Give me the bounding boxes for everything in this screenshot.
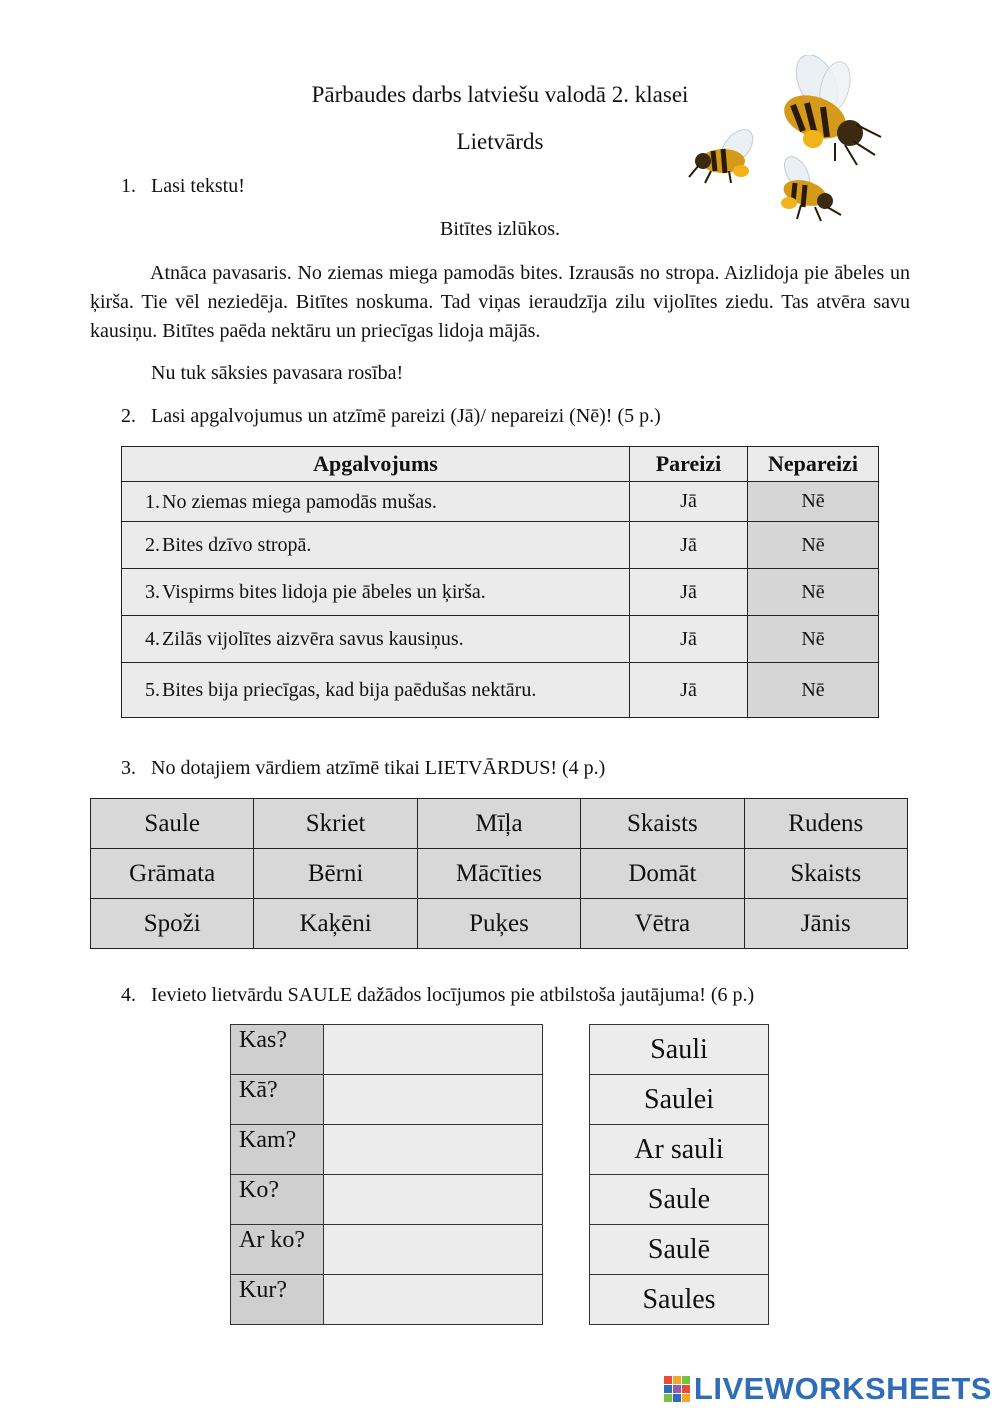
word-cell[interactable]: Skaists	[581, 799, 744, 849]
word-cell[interactable]: Bērni	[254, 849, 417, 899]
answer-drop-slot[interactable]	[324, 1125, 543, 1175]
statements-header-row	[122, 447, 879, 482]
case-question: Ar ko?	[231, 1225, 324, 1275]
header-statement: Apgalvojums	[122, 447, 630, 482]
case-row	[231, 1075, 543, 1125]
word-grid-row	[91, 899, 908, 949]
answer-yes[interactable]: Jā	[630, 522, 748, 569]
answer-no[interactable]: Nē	[748, 569, 879, 616]
case-row	[231, 1175, 543, 1225]
word-cell[interactable]: Skaists	[744, 849, 907, 899]
word-grid-row	[91, 799, 908, 849]
task4-number: 4.	[121, 984, 136, 1006]
statement-label: Bites dzīvo stropā.	[162, 534, 312, 556]
case-row	[231, 1125, 543, 1175]
case-question: Kam?	[231, 1125, 324, 1175]
task3-heading	[121, 757, 605, 780]
answer-drop-slot[interactable]	[324, 1225, 543, 1275]
task3-instruction: No dotajiem vārdiem atzīmē tikai LIETVĀRDUS! (4 p.)	[151, 757, 606, 779]
word-cell[interactable]: Domāt	[581, 849, 744, 899]
option-row	[590, 1275, 769, 1325]
statement-number: 1.	[145, 490, 160, 513]
statement-row	[122, 522, 879, 569]
draggable-option[interactable]: Saule	[590, 1175, 769, 1225]
statement-number: 3.	[145, 581, 160, 603]
liveworksheets-logo-icon	[664, 1376, 690, 1402]
page-subtitle: Lietvārds	[456, 129, 544, 154]
story-title: Bitītes izlūkos.	[440, 218, 560, 240]
answer-drop-slot[interactable]	[324, 1075, 543, 1125]
case-questions-table	[230, 1024, 543, 1325]
word-cell[interactable]: Mīļa	[417, 799, 580, 849]
brand-name: LIVEWORKSHEETS	[693, 1371, 992, 1406]
case-question: Kur?	[231, 1275, 324, 1325]
option-row	[590, 1075, 769, 1125]
answer-no[interactable]: Nē	[748, 616, 879, 663]
answer-no[interactable]: Nē	[748, 663, 879, 718]
word-cell[interactable]: Rudens	[744, 799, 907, 849]
draggable-option[interactable]: Saulē	[590, 1225, 769, 1275]
task2-number: 2.	[121, 405, 136, 427]
page-title: Pārbaudes darbs latviešu valodā 2. klasei	[311, 82, 689, 107]
answer-yes[interactable]: Jā	[630, 482, 748, 522]
statement-label: Zilās vijolītes aizvēra savus kausiņus.	[162, 628, 464, 650]
statement-label: Bites bija priecīgas, kad bija paēdušas nektāru.	[162, 679, 537, 701]
statement-number: 5.	[145, 679, 160, 701]
case-row	[231, 1225, 543, 1275]
statement-text	[122, 616, 630, 663]
task4-instruction: Ievieto lietvārdu SAULE dažādos locījumos pie atbilstoša jautājuma! (6 p.)	[151, 984, 755, 1006]
draggable-option[interactable]: Ar sauli	[590, 1125, 769, 1175]
story-closing: Nu tuk sāksies pavasara rosība!	[151, 362, 404, 384]
statement-text	[122, 663, 630, 718]
word-cell[interactable]: Saule	[91, 799, 254, 849]
word-cell[interactable]: Jānis	[744, 899, 907, 949]
statement-number: 4.	[145, 628, 160, 650]
task3-number: 3.	[121, 757, 136, 779]
word-cell[interactable]: Vētra	[581, 899, 744, 949]
answer-drop-slot[interactable]	[324, 1275, 543, 1325]
statement-label: No ziemas miega pamodās mušas.	[162, 490, 437, 513]
word-grid	[90, 798, 908, 949]
word-cell[interactable]: Kaķēni	[254, 899, 417, 949]
statement-text	[122, 522, 630, 569]
word-cell[interactable]: Puķes	[417, 899, 580, 949]
bee-bottom-icon	[779, 152, 841, 221]
word-cell[interactable]: Grāmata	[91, 849, 254, 899]
word-cell[interactable]: Spoži	[91, 899, 254, 949]
liveworksheets-brand[interactable]	[664, 1371, 992, 1407]
statement-text	[122, 482, 630, 522]
answer-yes[interactable]: Jā	[630, 663, 748, 718]
header-incorrect: Nepareizi	[748, 447, 879, 482]
story-paragraph: Atnāca pavasaris. No ziemas miega pamodās bites. Izrausās no stropa. Aizlidoja pie ābeles un ķirša. Tie vēl neziedēja. Bitītes noskuma. Tad viņas ieraudzīja zilu vijolītes ziedu. Tas atvēra savu kausiņu. Bitītes paēda nektāru un priecīgas lidoja mājās.	[90, 262, 910, 342]
word-cell[interactable]: Skriet	[254, 799, 417, 849]
case-options-table	[589, 1024, 769, 1325]
option-row	[590, 1025, 769, 1075]
bee-left-icon	[689, 124, 759, 183]
statement-row	[122, 616, 879, 663]
statement-row	[122, 569, 879, 616]
case-row	[231, 1025, 543, 1075]
task2-instruction: Lasi apgalvojumus un atzīmē pareizi (Jā)/ nepareizi (Nē)! (5 p.)	[151, 405, 661, 427]
option-row	[590, 1125, 769, 1175]
draggable-option[interactable]: Saules	[590, 1275, 769, 1325]
case-question: Kā?	[231, 1075, 324, 1125]
task2-heading	[121, 405, 661, 428]
statement-row	[122, 482, 879, 522]
statement-number: 2.	[145, 534, 160, 556]
answer-no[interactable]: Nē	[748, 482, 879, 522]
statement-label: Vispirms bites lidoja pie ābeles un ķirša.	[162, 581, 486, 603]
draggable-option[interactable]: Saulei	[590, 1075, 769, 1125]
task1-instruction: Lasi tekstu!	[151, 175, 245, 197]
answer-yes[interactable]: Jā	[630, 616, 748, 663]
case-question: Kas?	[231, 1025, 324, 1075]
header-correct: Pareizi	[630, 447, 748, 482]
case-row	[231, 1275, 543, 1325]
option-row	[590, 1175, 769, 1225]
word-grid-row	[91, 849, 908, 899]
word-cell[interactable]: Mācīties	[417, 849, 580, 899]
task1-heading	[121, 175, 245, 198]
answer-no[interactable]: Nē	[748, 522, 879, 569]
statement-text	[122, 569, 630, 616]
answer-yes[interactable]: Jā	[630, 569, 748, 616]
answer-drop-slot[interactable]	[324, 1025, 543, 1075]
task4-heading	[121, 984, 754, 1007]
bee-large-icon	[778, 55, 881, 165]
statement-row	[122, 663, 879, 718]
draggable-option[interactable]: Sauli	[590, 1025, 769, 1075]
task1-number: 1.	[121, 175, 136, 197]
answer-drop-slot[interactable]	[324, 1175, 543, 1225]
option-row	[590, 1225, 769, 1275]
statements-table	[121, 446, 879, 718]
case-question: Ko?	[231, 1175, 324, 1225]
bees-illustration	[685, 55, 895, 225]
